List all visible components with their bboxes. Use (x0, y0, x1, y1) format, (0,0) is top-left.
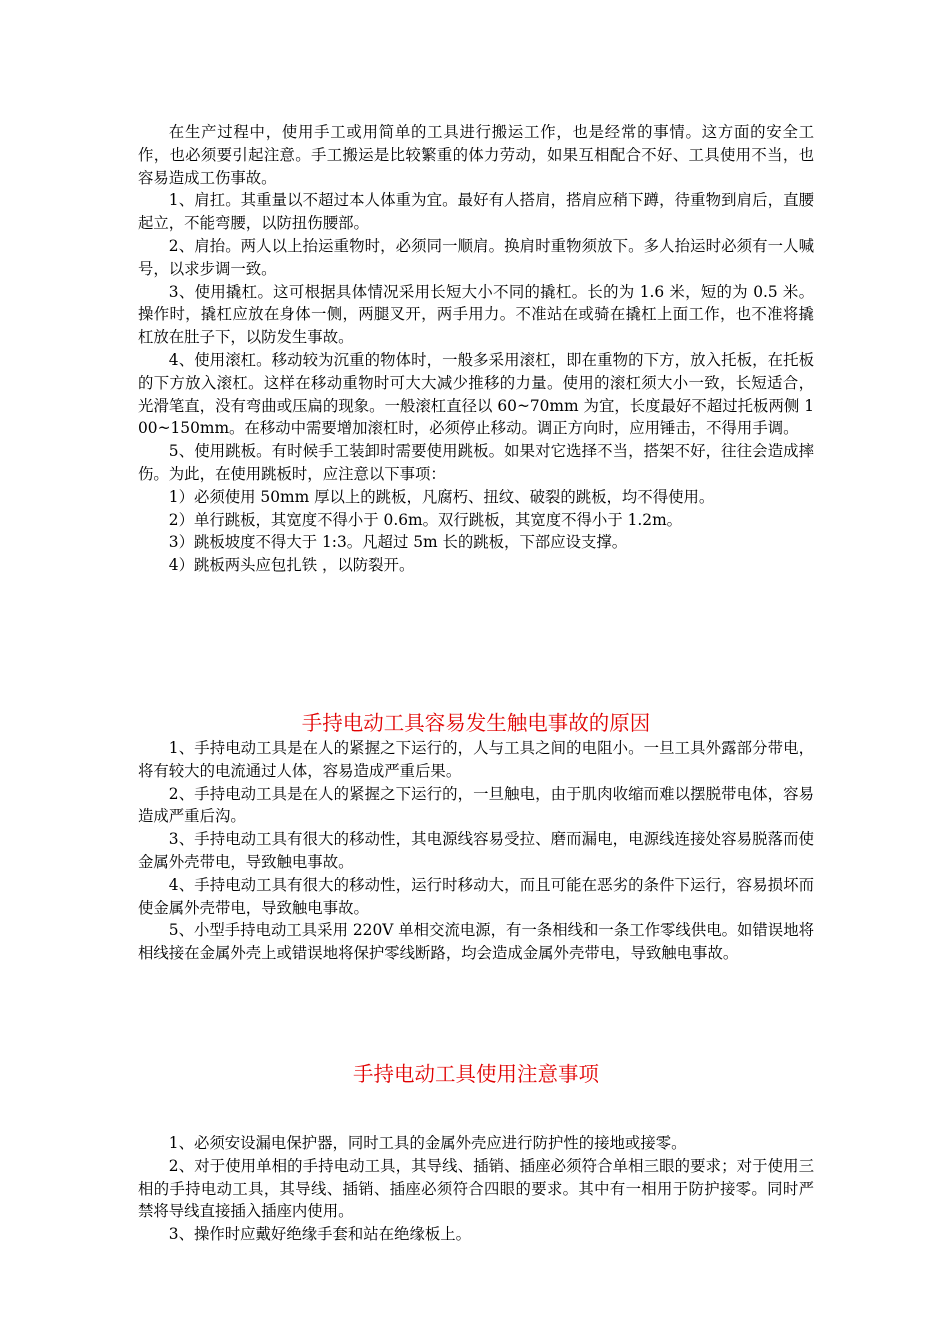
cause-paragraph: 5、小型手持电动工具采用 220V 单相交流电源，有一条相线和一条工作零线供电。如错误地将相线接在金属外壳上或错误地将保护零线断路，均会造成金属外壳带电，导致触电事故。 (138, 921, 814, 963)
shoulder-lift-paragraph: 2、肩抬。两人以上抬运重物时，必须同一顺肩。换肩时重物须放下。多人抬运时必须有一人喊号，以求步调一致。 (138, 236, 814, 278)
crowbar-paragraph: 3、使用撬杠。这可根据具体情况采用长短大小不同的撬杠。长的为 1.6 米，短的为 0.5 米。操作时，撬杠应放在身体一侧，两腿叉开，两手用力。不准站在或骑在撬杠上面工作，也不准将撬杠放在肚子下，以防发生事故。 (138, 282, 814, 347)
gangplank-rule-4: 4）跳板两头应包扎铁 ，以防裂开。 (168, 556, 415, 575)
intro-paragraph: 在生产过程中，使用手工或用简单的工具进行搬运工作，也是经常的事情。这方面的安全工作，也必须要引起注意。手工搬运是比较繁重的体力劳动，如果互相配合不好、工具使用不当，也容易造成工伤事故。 (138, 123, 814, 187)
shoulder-carry-paragraph: 1、肩扛。其重量以不超过本人体重为宜。最好有人搭肩，搭肩应稍下蹲，待重物到肩后，直腰起立，不能弯腰，以防扭伤腰部。 (138, 191, 814, 233)
manual-handling-section (138, 121, 814, 577)
gangplank-paragraph: 5、使用跳板。有时候手工装卸时需要使用跳板。如果对它选择不当，搭架不好，往往会造成摔伤。为此，在使用跳板时，应注意以下事项： (138, 442, 814, 483)
cause-paragraph: 2、手持电动工具是在人的紧握之下运行的，一旦触电，由于肌肉收缩而难以摆脱带电体，容易造成严重后沟。 (138, 784, 814, 826)
electric-shock-causes-section (138, 737, 814, 965)
precaution-paragraph: 2、对于使用单相的手持电动工具，其导线、插销、插座必须符合单相三眼的要求；对于使用三相的手持电动工具，其导线、插销、插座必须符合四眼的要求。其中有一相用于防护接零。同时严禁将导线直接插入插座内使用。 (138, 1156, 814, 1221)
roller-paragraph: 4、使用滚杠。移动较为沉重的物体时，一般多采用滚杠，即在重物的下方，放入托板，在托板的下方放入滚杠。这样在移动重物时可大大减少推移的力量。使用的滚杠须大小一致，长短适合，光滑笔直，没有弯曲或压扁的现象。一般滚杠直径以 60~70mm 为宜，长度最好不超过托板两侧 100~150mm。在移动中需要增加滚杠时，必须停止移动。调正方向时，应用锤击，不得用手调。 (138, 350, 814, 438)
cause-paragraph: 3、手持电动工具有很大的移动性，其电源线容易受拉、磨而漏电，电源线连接处容易脱落而使金属外壳带电，导致触电事故。 (138, 830, 814, 871)
usage-precautions-heading: 手持电动工具使用注意事项 (353, 1062, 599, 1086)
gangplank-rule-2: 2）单行跳板，其宽度不得小于 0.6m。双行跳板，其宽度不得小于 1.2m。 (168, 510, 683, 529)
cause-paragraph: 4、手持电动工具有很大的移动性，运行时移动大，而且可能在恶劣的条件下运行，容易损坏而使金属外壳带电，导致触电事故。 (138, 875, 814, 917)
gangplank-rule-3: 3）跳板坡度不得大于 1:3。凡超过 5m 长的跳板，下部应设支撑。 (168, 533, 628, 552)
usage-precautions-section (138, 1132, 814, 1246)
cause-paragraph: 1、手持电动工具是在人的紧握之下运行的，人与工具之间的电阻小。一旦工具外露部分带电，将有较大的电流通过人体，容易造成严重后果。 (138, 739, 814, 780)
precaution-paragraph: 3、操作时应戴好绝缘手套和站在绝缘板上。 (168, 1225, 472, 1244)
precaution-paragraph: 1、必须安设漏电保护器，同时工具的金属外壳应进行防护性的接地或接零。 (168, 1134, 687, 1152)
electric-shock-causes-heading: 手持电动工具容易发生触电事故的原因 (301, 711, 651, 735)
gangplank-rule-1: 1）必须使用 50mm 厚以上的跳板，凡腐朽、扭纹、破裂的跳板，均不得使用。 (168, 487, 715, 506)
